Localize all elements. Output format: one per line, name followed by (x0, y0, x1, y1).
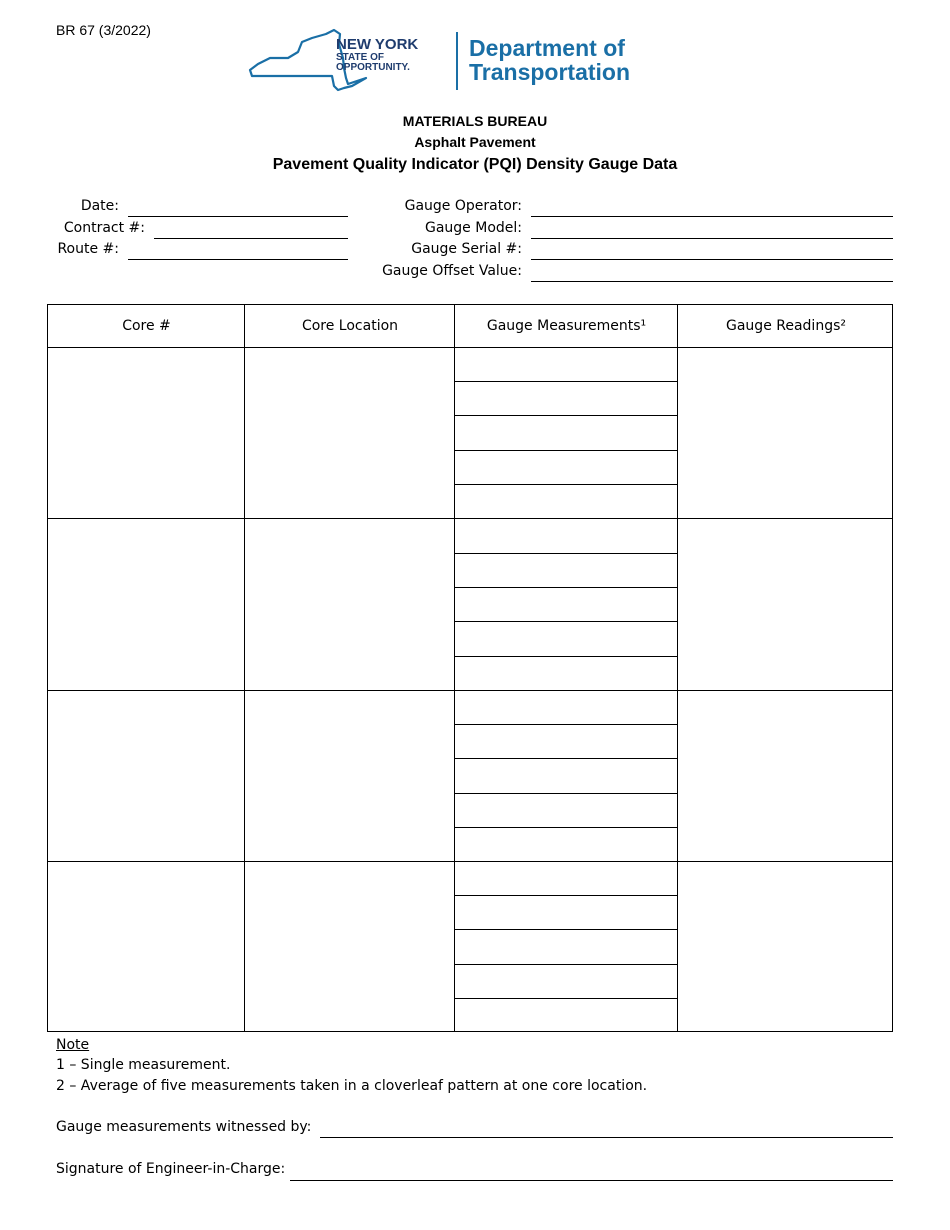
column-header-measurements: Gauge Measurements¹ (486, 318, 647, 334)
engineer-signature-label: Signature of Engineer-in-Charge: (56, 1161, 286, 1177)
column-header-location: Core Location (301, 318, 399, 334)
gauge-reading-cell[interactable] (678, 348, 894, 519)
logo-state-line1: NEW YORK (336, 36, 419, 53)
gauge-reading-cell[interactable] (678, 691, 894, 862)
contract-field[interactable] (154, 238, 348, 239)
column-header-core: Core # (122, 318, 171, 334)
core-location-cell[interactable] (245, 519, 454, 690)
gauge-operator-label: Gauge Operator: (404, 198, 522, 214)
engineer-signature-field[interactable] (290, 1180, 893, 1181)
note-2: 2 – Average of five measurements taken in a cloverleaf pattern at one core location. (56, 1078, 648, 1094)
core-number-cell[interactable] (48, 691, 244, 862)
route-field[interactable] (128, 259, 348, 260)
date-field[interactable] (128, 216, 348, 217)
core-location-cell[interactable] (245, 691, 454, 862)
logo-state-line3: OPPORTUNITY. (336, 62, 410, 73)
table-row (48, 691, 892, 862)
logo-dept-line2: Transportation (469, 59, 631, 85)
route-label: Route #: (57, 241, 119, 257)
form-id: BR 67 (3/2022) (56, 22, 151, 38)
table-row (48, 862, 892, 1032)
gauge-model-field[interactable] (531, 238, 893, 239)
contract-label: Contract #: (63, 220, 145, 236)
witness-signature-field[interactable] (320, 1137, 893, 1138)
column-header-readings: Gauge Readings² (726, 318, 846, 334)
core-number-cell[interactable] (48, 519, 244, 690)
note-1: 1 – Single measurement. (56, 1057, 231, 1073)
bureau-heading: MATERIALS BUREAU (402, 113, 548, 129)
core-location-cell[interactable] (245, 862, 454, 1032)
gauge-offset-field[interactable] (531, 281, 893, 282)
core-location-cell[interactable] (245, 348, 454, 519)
gauge-offset-label: Gauge Offset Value: (382, 263, 522, 279)
core-number-cell[interactable] (48, 348, 244, 519)
gauge-data-table (47, 304, 893, 1032)
core-number-cell[interactable] (48, 862, 244, 1032)
witness-label: Gauge measurements witnessed by: (56, 1119, 312, 1135)
logo-state-line2: STATE OF (336, 52, 384, 63)
gauge-reading-cell[interactable] (678, 519, 894, 690)
gauge-model-label: Gauge Model: (424, 220, 522, 236)
nysdot-logo (240, 28, 710, 94)
gauge-operator-field[interactable] (531, 216, 893, 217)
gauge-reading-cell[interactable] (678, 862, 894, 1032)
date-label: Date: (80, 198, 119, 214)
table-row (48, 348, 892, 519)
form-title: Pavement Quality Indicator (PQI) Density Gauge Data (272, 156, 678, 173)
new-york-state-map-icon (240, 28, 710, 94)
table-row (48, 519, 892, 690)
logo-dept-line1: Department of (469, 35, 625, 61)
gauge-serial-label: Gauge Serial #: (411, 241, 522, 257)
note-heading: Note (56, 1037, 90, 1053)
sub-bureau-heading: Asphalt Pavement (414, 134, 536, 150)
gauge-serial-field[interactable] (531, 259, 893, 260)
